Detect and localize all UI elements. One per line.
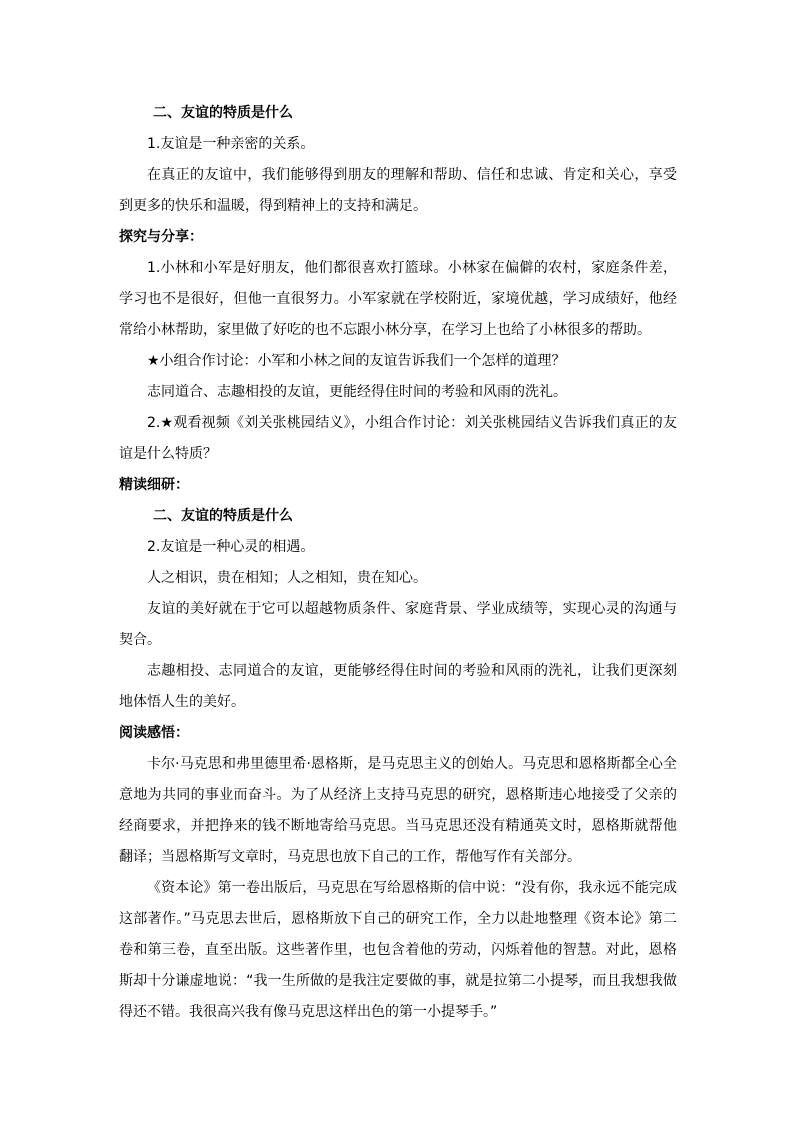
paragraph-group-discussion-question: ★小组合作讨论：小军和小林之间的友谊告诉我们一个怎样的道理？ <box>147 353 566 369</box>
section-label-close-reading: 精读细研： <box>119 477 189 493</box>
section-label-reading-reflection: 阅读感悟： <box>119 725 189 741</box>
document-body <box>119 98 677 1028</box>
section-heading-friendship-traits-repeat: 二、友谊的特质是什么 <box>153 508 293 524</box>
paragraph-video-task: 2.★观看视频《刘关张桃园结义》，小组合作讨论：刘关张桃园结义告诉我们真正的友谊是什么特质？ <box>119 415 677 462</box>
paragraph-marx-engels-story: 卡尔·马克思和弗里德里希·恩格斯，是马克思主义的创始人。马克思和恩格斯都全心全意地为共同的事业而奋斗。为了从经济上支持马克思的研究，恩格斯违心地接受了父亲的经商要求，并把挣来的钱不断地寄给马克思。当马克思还没有精通英文时，恩格斯就帮他翻译；当恩格斯写文章时，马克思也放下自己的工作，帮他写作有关部分。 <box>119 756 677 865</box>
paragraph-discussion-answer: 志同道合、志趣相投的友谊，更能经得住时间的考验和风雨的洗礼。 <box>147 384 567 400</box>
paragraph-case-xiaolin-xiaojun: 1.小林和小军是好朋友，他们都很喜欢打篮球。小林家在偏僻的农村，家庭条件差，学习也不是很好，但他一直很努力。小军家就在学校附近，家境优越，学习成绩好，他经常给小林帮助，家里做了好吃的也不忘跟小林分享，在学习上也给了小林很多的帮助。 <box>119 260 677 338</box>
paragraph-true-friendship: 在真正的友谊中，我们能够得到朋友的理解和帮助、信任和忠诚、肯定和关心，享受到更多的快乐和温暖，得到精神上的支持和满足。 <box>119 167 677 214</box>
point-intimate-relationship: 1.友谊是一种亲密的关系。 <box>147 136 315 152</box>
paragraph-beauty-of-friendship: 友谊的美好就在于它可以超越物质条件、家庭背景、学业成绩等，实现心灵的沟通与契合。 <box>119 601 677 648</box>
paragraph-das-kapital-story: 《资本论》第一卷出版后，马克思在写给恩格斯的信中说：“没有你，我永远不能完成这部著作。”马克思去世后，恩格斯放下自己的研究工作，全力以赴地整理《资本论》第二卷和第三卷，直至出版。这些著作里，也包含着他的劳动，闪烁着他的智慧。对此，恩格斯却十分谦虚地说：“我一生所做的是我注定要做的事，就是拉第二小提琴，而且我想我做得还不错。我很高兴我有像马克思这样出色的第一小提琴手。” <box>119 880 677 1020</box>
paragraph-quote-knowing: 人之相识，贵在相知；人之相知，贵在知心。 <box>147 570 427 586</box>
paragraph-like-minded-friendship: 志趣相投、志同道合的友谊，更能够经得住时间的考验和风雨的洗礼，让我们更深刻地体悟人生的美好。 <box>119 663 677 710</box>
section-heading-friendship-traits: 二、友谊的特质是什么 <box>153 105 293 121</box>
section-label-explore-share: 探究与分享： <box>119 229 203 245</box>
point-meeting-of-minds: 2.友谊是一种心灵的相遇。 <box>147 539 315 555</box>
